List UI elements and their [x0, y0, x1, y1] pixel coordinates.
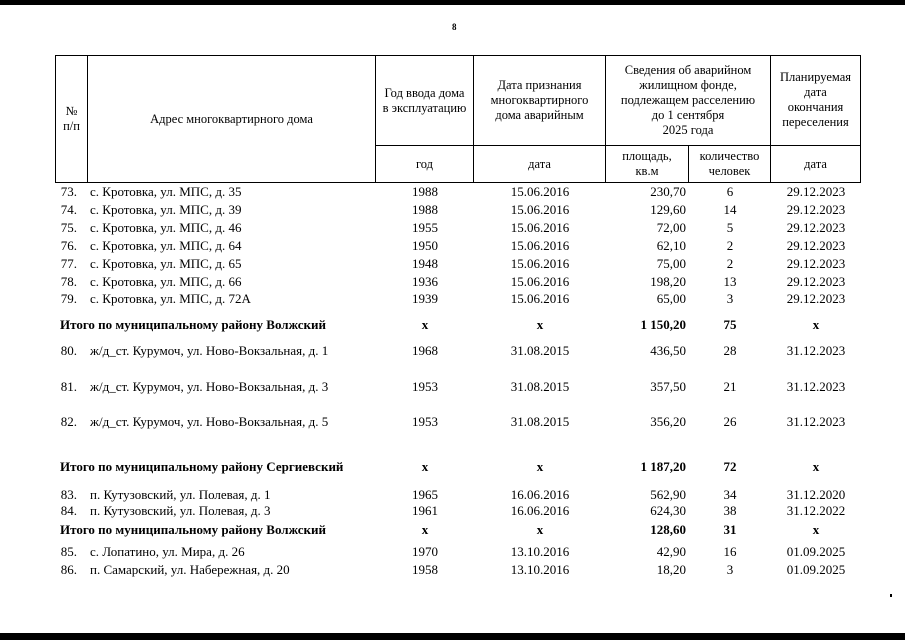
subheader-area: площадь, кв.м [622, 149, 672, 178]
cell-people: 31 [723, 522, 737, 537]
cell-number: 80. [60, 343, 77, 358]
cell-area: 75,00 [656, 256, 686, 271]
cell-end-date: 31.12.2020 [786, 487, 846, 502]
cell-number: 84. [60, 503, 77, 518]
cell-date: 31.08.2015 [510, 343, 570, 358]
cell-year: 1965 [412, 487, 438, 502]
cell-end-date: х [812, 459, 820, 474]
cell-area: 357,50 [650, 379, 686, 394]
subheader-year: год [415, 156, 434, 171]
scan-bottom-border [0, 633, 905, 640]
cell-date: 15.06.2016 [510, 291, 570, 306]
table-row [0, 342, 905, 360]
cell-people: 6 [726, 184, 734, 199]
cell-people: 26 [723, 414, 737, 429]
cell-people: 28 [723, 343, 737, 358]
cell-date: х [536, 459, 544, 474]
cell-end-date: 29.12.2023 [786, 184, 846, 199]
cell-people: 16 [723, 544, 737, 559]
total-row [0, 458, 905, 476]
cell-number: 82. [60, 414, 77, 429]
scan-speck [890, 594, 892, 597]
cell-end-date: 29.12.2023 [786, 256, 846, 271]
cell-people: 34 [723, 487, 737, 502]
cell-area: 562,90 [650, 487, 686, 502]
cell-year: 1953 [412, 379, 438, 394]
cell-number: 81. [60, 379, 77, 394]
cell-area: 65,00 [656, 291, 686, 306]
cell-date: 13.10.2016 [510, 562, 570, 577]
cell-number: 77. [60, 256, 77, 271]
cell-end-date: 29.12.2023 [786, 202, 846, 217]
cell-end-date: 01.09.2025 [786, 544, 846, 559]
cell-address: ж/д_ст. Курумоч, ул. Ново-Вокзальная, д. 1 [90, 343, 329, 358]
cell-end-date: 29.12.2023 [786, 220, 846, 235]
table-header [55, 55, 861, 183]
cell-address: п. Самарский, ул. Набережная, д. 20 [90, 562, 290, 577]
cell-people: 72 [723, 459, 737, 474]
cell-year: 1961 [412, 503, 438, 518]
cell-year: 1950 [412, 238, 438, 253]
cell-people: 2 [726, 256, 734, 271]
cell-people: 13 [723, 274, 737, 289]
cell-address: с. Кротовка, ул. МПС, д. 64 [90, 238, 242, 253]
cell-people: 3 [726, 291, 734, 306]
cell-number: 75. [60, 220, 77, 235]
table-row [0, 183, 905, 201]
table-row [0, 543, 905, 561]
cell-end-date: 31.12.2023 [786, 414, 846, 429]
cell-area: 356,20 [650, 414, 686, 429]
cell-area: 62,10 [656, 238, 686, 253]
cell-date: х [536, 317, 544, 332]
cell-people: 14 [723, 202, 737, 217]
cell-area: 1 187,20 [640, 459, 686, 474]
total-label: Итого по муниципальному району Волжский [60, 317, 327, 332]
cell-end-date: 29.12.2023 [786, 291, 846, 306]
cell-address: ж/д_ст. Курумоч, ул. Ново-Вокзальная, д. 5 [90, 414, 329, 429]
header-year: Год ввода дома в эксплуатацию [382, 85, 467, 115]
cell-date: 15.06.2016 [510, 184, 570, 199]
cell-year: 1939 [412, 291, 438, 306]
cell-number: 74. [60, 202, 77, 217]
cell-number: 76. [60, 238, 77, 253]
total-row [0, 521, 905, 539]
cell-date: 31.08.2015 [510, 379, 570, 394]
cell-end-date: 29.12.2023 [786, 274, 846, 289]
cell-address: с. Кротовка, ул. МПС, д. 39 [90, 202, 242, 217]
cell-area: 18,20 [656, 562, 686, 577]
cell-people: 2 [726, 238, 734, 253]
cell-year: 1958 [412, 562, 438, 577]
cell-address: п. Кутузовский, ул. Полевая, д. 3 [90, 503, 271, 518]
cell-year: 1988 [412, 184, 438, 199]
header-address: Адрес многоквартирного дома [150, 111, 313, 126]
subheader-date: дата [528, 156, 551, 171]
cell-area: 436,50 [650, 343, 686, 358]
cell-address: с. Кротовка, ул. МПС, д. 46 [90, 220, 242, 235]
cell-end-date: 01.09.2025 [786, 562, 846, 577]
cell-year: 1953 [412, 414, 438, 429]
header-planned-date: Планируемая дата окончания переселения [779, 70, 852, 129]
cell-people: 3 [726, 562, 734, 577]
cell-address: с. Лопатино, ул. Мира, д. 26 [90, 544, 245, 559]
cell-end-date: х [812, 317, 820, 332]
cell-year: 1968 [412, 343, 438, 358]
total-row [0, 316, 905, 334]
cell-end-date: 31.12.2023 [786, 343, 846, 358]
cell-area: 624,30 [650, 503, 686, 518]
page-number: 8 [452, 22, 457, 32]
table-row [0, 219, 905, 237]
cell-people: 38 [723, 503, 737, 518]
cell-number: 79. [60, 291, 77, 306]
cell-address: с. Кротовка, ул. МПС, д. 35 [90, 184, 242, 199]
table-row [0, 290, 905, 308]
cell-number: 83. [60, 487, 77, 502]
subheader-people: количество человек [699, 149, 760, 178]
table-row [0, 561, 905, 579]
cell-area: 230,70 [650, 184, 686, 199]
cell-address: с. Кротовка, ул. МПС, д. 72А [90, 291, 251, 306]
cell-year: 1955 [412, 220, 438, 235]
cell-date: 13.10.2016 [510, 544, 570, 559]
scan-top-border [0, 0, 905, 5]
cell-date: 15.06.2016 [510, 274, 570, 289]
cell-year: 1948 [412, 256, 438, 271]
cell-address: с. Кротовка, ул. МПС, д. 65 [90, 256, 242, 271]
cell-area: 128,60 [650, 522, 686, 537]
cell-date: 15.06.2016 [510, 256, 570, 271]
header-recognition-date: Дата признания многоквартирного дома аварийным [490, 78, 589, 122]
table-row [0, 237, 905, 255]
header-number: № п/п [63, 104, 80, 133]
table-row [0, 413, 905, 431]
cell-people: 75 [723, 317, 737, 332]
table-row [0, 255, 905, 273]
subheader-end-date: дата [804, 156, 827, 171]
cell-address: п. Кутузовский, ул. Полевая, д. 1 [90, 487, 271, 502]
cell-date: 31.08.2015 [510, 414, 570, 429]
cell-year: 1988 [412, 202, 438, 217]
cell-people: 5 [726, 220, 734, 235]
cell-date: 15.06.2016 [510, 220, 570, 235]
cell-area: 42,90 [656, 544, 686, 559]
cell-people: 21 [723, 379, 737, 394]
cell-area: 129,60 [650, 202, 686, 217]
total-label: Итого по муниципальному району Сергиевский [60, 459, 344, 474]
cell-number: 85. [60, 544, 77, 559]
cell-year: 1936 [412, 274, 438, 289]
cell-date: 15.06.2016 [510, 238, 570, 253]
cell-address: ж/д_ст. Курумоч, ул. Ново-Вокзальная, д. 3 [90, 379, 329, 394]
cell-area: 198,20 [650, 274, 686, 289]
cell-year: х [421, 459, 429, 474]
header-emergency-info: Сведения об аварийном жилищном фонде, подлежащем расселению до 1 сентября 2025 года [620, 63, 756, 137]
table-row [0, 201, 905, 219]
cell-area: 1 150,20 [640, 317, 686, 332]
cell-date: х [536, 522, 544, 537]
cell-end-date: 29.12.2023 [786, 238, 846, 253]
cell-area: 72,00 [656, 220, 686, 235]
cell-end-date: 31.12.2023 [786, 379, 846, 394]
cell-date: 15.06.2016 [510, 202, 570, 217]
table-row [0, 273, 905, 291]
cell-address: с. Кротовка, ул. МПС, д. 66 [90, 274, 242, 289]
cell-end-date: х [812, 522, 820, 537]
table-row [0, 378, 905, 396]
cell-number: 78. [60, 274, 77, 289]
cell-year: 1970 [412, 544, 438, 559]
cell-year: х [421, 522, 429, 537]
total-label: Итого по муниципальному району Волжский [60, 522, 327, 537]
cell-date: 16.06.2016 [510, 503, 570, 518]
cell-number: 73. [60, 184, 77, 199]
cell-number: 86. [60, 562, 77, 577]
cell-year: х [421, 317, 429, 332]
table-row [0, 502, 905, 520]
cell-end-date: 31.12.2022 [786, 503, 846, 518]
cell-date: 16.06.2016 [510, 487, 570, 502]
